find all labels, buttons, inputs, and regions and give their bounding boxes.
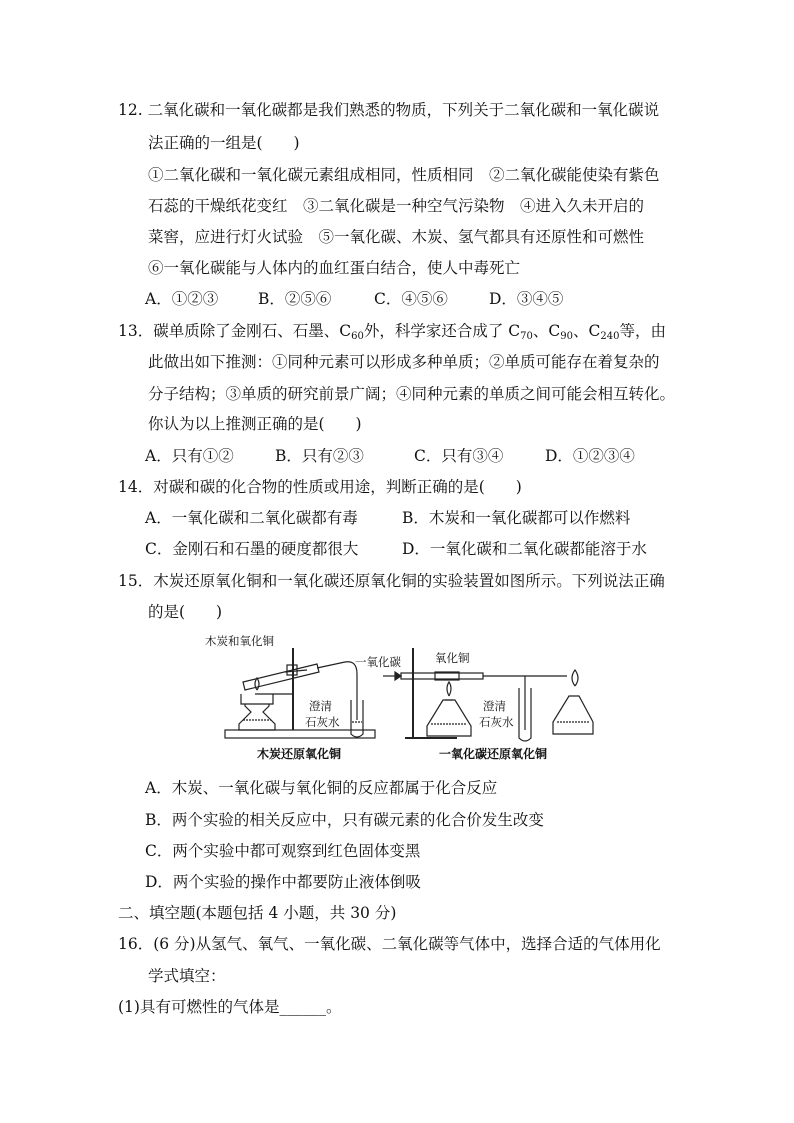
q13-stem-line4: 你认为以上推测正确的是( ) xyxy=(148,415,362,433)
exhaust-lamp xyxy=(553,696,593,734)
q15-stem-line2: 的是( ) xyxy=(148,603,223,621)
left-flame xyxy=(255,678,259,690)
co-inlet-arrow-head xyxy=(395,672,401,680)
left-top-label: 木炭和氧化铜 xyxy=(205,634,274,648)
left-windshield xyxy=(241,694,273,704)
q12-option-b: B．②⑤⑥ xyxy=(258,290,332,308)
left-water-label2: 石灰水 xyxy=(305,715,340,729)
left-stand-base xyxy=(225,730,375,738)
q15-option-d: D．两个实验的操作中都要防止液体倒吸 xyxy=(145,873,421,891)
q14-option-d: D．一氧化碳和二氧化碳都能溶于水 xyxy=(402,540,647,558)
exhaust-flame xyxy=(572,670,578,686)
right-gas-label: 一氧化碳 xyxy=(355,655,401,669)
right-flame xyxy=(447,682,451,696)
right-caption: 一氧化碳还原氧化铜 xyxy=(439,747,548,761)
right-water-label2: 石灰水 xyxy=(479,715,514,729)
right-alcohol-lamp xyxy=(427,700,471,736)
q15-option-c: C．两个实验中都可观察到红色固体变黑 xyxy=(145,842,421,860)
left-water-label1: 澄清 xyxy=(309,699,332,713)
q12-option-a: A．①②③ xyxy=(145,290,219,308)
q12-statement-line1: ①二氧化碳和一氧化碳元素组成相同，性质相同 ②二氧化碳能使染有紫色 xyxy=(148,166,660,184)
q15-stem-line1: 15．木炭还原氧化铜和一氧化碳还原氧化铜的实验装置如图所示。下列说法正确 xyxy=(118,572,665,590)
q13-option-d: D．①②③④ xyxy=(545,447,635,465)
left-caption: 木炭还原氧化铜 xyxy=(257,747,342,761)
q15-option-b: B．两个实验的相关反应中，只有碳元素的化合价发生改变 xyxy=(145,811,544,829)
q14-stem: 14．对碳和碳的化合物的性质或用途，判断正确的是( ) xyxy=(118,478,522,496)
q12-option-c: C．④⑤⑥ xyxy=(374,290,448,308)
q14-option-a: A．一氧化碳和二氧化碳都有毒 xyxy=(145,509,358,527)
q15-option-a: A．木炭、一氧化碳与氧化铜的反应都属于化合反应 xyxy=(145,779,498,797)
q13-option-c: C．只有③④ xyxy=(414,447,504,465)
right-water-label1: 澄清 xyxy=(483,699,506,713)
q12-option-d: D．③④⑤ xyxy=(489,290,564,308)
q12-statement-line2: 石蕊的干燥纸花变红 ③二氧化碳是一种空气污染物 ④进入久未开启的 xyxy=(148,197,645,215)
right-cuo-label: 氧化铜 xyxy=(435,651,470,665)
q16-sub1: (1)具有可燃性的气体是______。 xyxy=(118,998,342,1016)
q13-option-a: A．只有①② xyxy=(145,447,234,465)
q14-option-c: C．金刚石和石墨的硬度都很大 xyxy=(145,540,359,558)
q14-option-b: B．木炭和一氧化碳都可以作燃料 xyxy=(402,509,631,527)
q12-statement-line3: 菜窖，应进行灯火试验 ⑤一氧化碳、木炭、氢气都具有还原性和可燃性 xyxy=(148,228,645,246)
section-title: 二、填空题(本题包括 4 小题，共 30 分) xyxy=(118,904,397,922)
left-test-tube xyxy=(243,664,319,690)
q13-stem-line3: 分子结构；③单质的研究前景广阔；④同种元素的单质之间可能会相互转化。 xyxy=(148,385,676,403)
q16-stem-line2: 学式填空： xyxy=(148,967,226,985)
q12-stem-line1: 12. 二氧化碳和一氧化碳都是我们熟悉的物质，下列关于二氧化碳和一氧化碳说 xyxy=(118,101,660,119)
q16-stem-line1: 16．(6 分)从氢气、氧气、一氧化碳、二氧化碳等气体中，选择合适的气体用化 xyxy=(118,935,661,953)
experiment-figure xyxy=(195,630,595,770)
q12-statement-line4: ⑥一氧化碳能与人体内的血红蛋白结合，使人中毒死亡 xyxy=(148,259,521,277)
q13-stem-line1: 13．碳单质除了金刚石、石墨、$C_{60}$外，科学家还合成了 $C_{70}$、$C_{90}$、$C_{240}$等，由 xyxy=(118,322,666,342)
q13-stem-line2: 此做出如下推测：①同种元素可以形成多种单质；②单质可能存在着复杂的 xyxy=(148,353,660,371)
q12-stem-line2: 法正确的一组是( ) xyxy=(148,134,300,152)
q13-option-b: B．只有②③ xyxy=(275,447,364,465)
left-alcohol-lamp xyxy=(239,704,275,730)
